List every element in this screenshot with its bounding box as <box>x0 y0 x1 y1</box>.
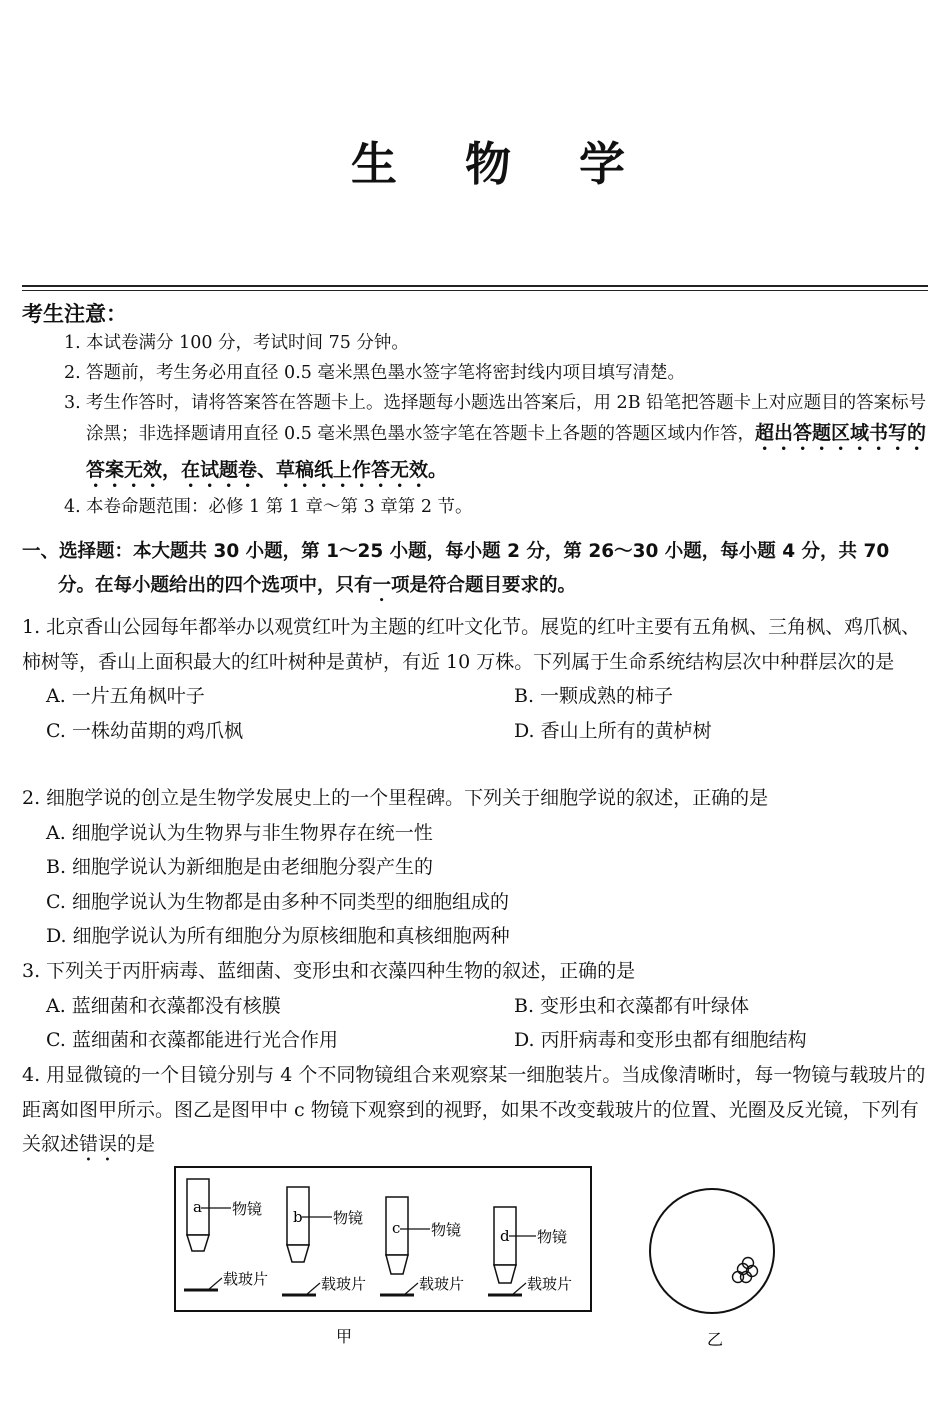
notice-item <box>64 388 936 492</box>
notice-list <box>64 328 936 522</box>
option-c: C. 一株幼苗期的鸡爪枫 <box>46 719 243 742</box>
slide-label-a: 载玻片 <box>223 1270 269 1288</box>
option-d: D. 香山上所有的黄栌树 <box>514 719 712 742</box>
notice-heading: 考生注意： <box>22 302 127 326</box>
option-d: D. 丙肝病毒和变形虫都有细胞结构 <box>514 1029 807 1051</box>
lens-label-d: 物镜 <box>537 1228 568 1246</box>
option-b: B. 细胞学说认为新细胞是由老细胞分裂产生的 <box>46 856 434 878</box>
section-heading-text: 分。在每小题给出的四个选项中，只有 <box>58 575 373 596</box>
notice-item-text: 本卷命题范围：必修 1 第 1 章～第 3 章第 2 节。 <box>86 497 473 517</box>
figure-yi <box>640 1168 782 1350</box>
objective-lens-c <box>380 1197 464 1295</box>
question-4 <box>22 1058 932 1166</box>
slide-label-b: 载玻片 <box>321 1275 367 1293</box>
question-stem-dotted: 错误 <box>79 1133 118 1155</box>
option-a: A. 细胞学说认为生物界与非生物界存在统一性 <box>46 821 433 844</box>
figure-caption-yi: 乙 <box>707 1330 724 1349</box>
question-1 <box>22 610 932 748</box>
option-b: B. 一颗成熟的柿子 <box>514 685 674 707</box>
notice-item <box>64 328 936 358</box>
option-a: A. 一片五角枫叶子 <box>46 685 205 707</box>
notice-item-text: 考生作答时，请将答案答在答题卡上。选择题每小题选出答案后，用 2B 铅笔把答题卡上对应题目的答案标号涂黑；非选择题请用直径 0.5 毫米黑色墨水签字笔在答题卡上各题的答题区域内作答， <box>86 393 927 444</box>
notice-item-number: 2. <box>64 363 81 383</box>
notice-item-number: 1. <box>64 333 81 353</box>
option-row <box>22 989 932 1024</box>
title-rule-thick <box>22 285 928 287</box>
figure-jia <box>174 1165 594 1350</box>
option-row <box>22 714 932 749</box>
lens-label-a: 物镜 <box>232 1200 263 1218</box>
option-row <box>22 679 932 714</box>
option-b: B. 变形虫和衣藻都有叶绿体 <box>514 994 750 1017</box>
option-c: C. 细胞学说认为生物都是由多种不同类型的细胞组成的 <box>46 890 509 913</box>
slide-label-c: 载玻片 <box>419 1275 465 1293</box>
notice-emphasis: 超出答题区域书写的答案无效，在试题卷、草稿纸上作答无效。 <box>86 422 926 481</box>
question-3 <box>22 954 932 1058</box>
lens-letter-b: b <box>293 1208 303 1226</box>
option-row <box>22 1023 932 1058</box>
notice-item <box>64 358 936 388</box>
lens-letter-a: a <box>193 1198 202 1216</box>
section-heading <box>22 535 934 606</box>
lens-letter-d: d <box>500 1227 510 1245</box>
notice-item-number: 4. <box>64 497 81 517</box>
lens-label-c: 物镜 <box>431 1221 462 1239</box>
notice-item-text: 答题前，考生务必用直径 0.5 毫米黑色墨水签字笔将密封线内项目填写清楚。 <box>86 363 685 383</box>
section-heading-line1: 一、选择题：本大题共 30 小题，第 1～25 小题，每小题 2 分，第 26～30 小题，每小题 4 分，共 70 <box>22 541 890 562</box>
objective-lens-d <box>488 1207 572 1295</box>
notice-item <box>64 492 936 522</box>
question-stem-text: 4. 用显微镜的一个目镜分别与 4 个不同物镜组合来观察某一细胞装片。当成像清晰时，每一物镜与载玻片的距离如图甲所示。图乙是图甲中 c 物镜下观察到的视野，如果不改变载玻片的位置、光圈及反光镜，下列有关叙述 <box>22 1064 926 1155</box>
lens-letter-c: c <box>392 1219 401 1237</box>
notice-item-text: 本试卷满分 100 分，考试时间 75 分钟。 <box>86 333 409 353</box>
lens-label-b: 物镜 <box>333 1209 364 1227</box>
question-stem <box>22 1058 932 1166</box>
option-c: C. 蓝细菌和衣藻都能进行光合作用 <box>46 1029 338 1051</box>
question-2 <box>22 781 932 954</box>
figure-caption-jia: 甲 <box>336 1327 353 1346</box>
option-d: D. 细胞学说认为所有细胞分为原核细胞和真核细胞两种 <box>46 925 510 947</box>
section-heading-line2 <box>22 569 934 606</box>
section-heading-text: 项是符合题目要求的。 <box>391 575 577 596</box>
slide-label-d: 载玻片 <box>527 1275 573 1293</box>
title-rule-thin <box>22 290 928 291</box>
section-heading-dotted: 一 <box>372 575 392 596</box>
question-stem: 1. 北京香山公园每年都举办以观赏红叶为主题的红叶文化节。展览的红叶主要有五角枫、三角枫、鸡爪枫、柿树等，香山上面积最大的红叶树种是黄栌，有近 10 万株。下列属于生命系统结构层次中种群层次的是 <box>22 616 921 673</box>
notice-item-number: 3. <box>64 393 81 413</box>
question-stem: 3. 下列关于丙肝病毒、蓝细菌、变形虫和衣藻四种生物的叙述，正确的是 <box>22 960 636 982</box>
field-of-view <box>650 1189 774 1313</box>
page-title: 生 物 学 <box>350 137 652 191</box>
objective-lens-a <box>184 1179 268 1290</box>
objective-lens-b <box>282 1187 366 1295</box>
question-stem-text: 的是 <box>117 1133 156 1155</box>
question-stem: 2. 细胞学说的创立是生物学发展史上的一个里程碑。下列关于细胞学说的叙述，正确的是 <box>22 787 769 809</box>
option-a: A. 蓝细菌和衣藻都没有核膜 <box>46 994 281 1017</box>
